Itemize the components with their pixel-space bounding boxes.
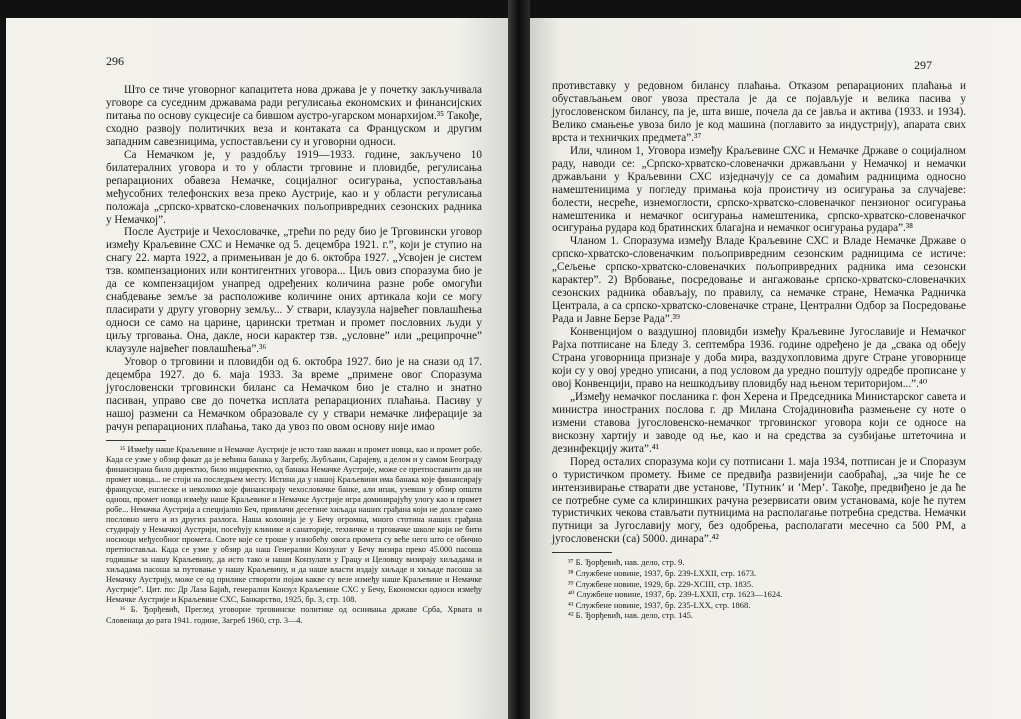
right-page [530, 18, 1021, 719]
left-page-text [106, 84, 482, 626]
footnote: ³⁸ Службене новине, 1937, бр. 239-LXXII, стр. 1673. [568, 567, 757, 578]
paragraph: Конвенцијом о ваздушној пловидби између Краљевине Југославије и Немачког Рајха потписане на Бледу 3. септембра 1936. године одређено је да „свака од обеју Страна уговорница признаје у доба мира, ваздухопловима друге Стране уговорнице који су у овој уредно уписани, а под условом да уредно поштују одредбе прописане у овој Конвенцији, право на нешкодљиву пловидбу над њеном територијом...”.⁴⁰ [552, 326, 966, 390]
book-gutter [508, 0, 530, 719]
paragraph: Поред осталих споразума који су потписани 1. маја 1934, потписан је и Споразум о туристичком промету. Њиме се предвиђа развијенији саобраћај, „за чије ће се интензивирање стварати две установе, ’Путник’ и ’Мер’. Такође, предвиђено је да ће се потребне суме са клириншких рачуна резервисати овим установама, које ће путем туристичких чекова стављати путницима на располагање потребна средства. Немачки путници за Југославију могу, без одобрења, располагати месечно са 500 РМ, а југословенски (са) 5000. динара”.⁴² [552, 455, 966, 546]
paragraph: Или, члином 1, Уговора између Краљевине СХС и Немачке Државе о социјалном раду, наводи се: „Српско-хрватско-словеначки држављани у Немачкој и немачки држављани у Краљевини СХС изједначују се са домаћим радницима односно намештеницима у погледу примања која проистичу из осигурања за случајеве: болести, несреће, изнемоглости, српско-хрватско-словеначког пензионог осигурања намештеника и немачког осигурања намештеника, српско-хрватско-словеначког осигурања рудара код братинских благајна и немачког осигурања рудара”.³⁸ [552, 144, 966, 235]
footnote: ⁴¹ Службене новине, 1937, бр. 235-LXX, стр. 1868. [568, 599, 751, 610]
paragraph: Чланом 1. Споразума између Владе Краљевине СХС и Владе Немачке Државе о српско-хрватско-словеначким пољопривредним сезонским радницима се истиче: „Сељење српско-хрватско-словеначких пољопривредних радника има сезонски карактер”. 2) Врбовање, посредовање и ангажовање српско-хрватско-словеначких сезонских радника обављају, по правилу, са немачке стране, Немачка Радничка Централа, а са српско-хрватско-словеначке стране, Централни Одбор за Посредовање Рада и Јавне Берзе Рада”.³⁹ [552, 235, 966, 326]
footnote: ³⁹ Службене новине, 1929, бр. 229-XCIII, стр. 1835. [568, 578, 754, 589]
footnote: ³⁶ Б. Ђорђевић, Преглед уговорне трговинске политике од оснивања државе Срба, Хрвата и Словенаца до рата 1941. године, Загреб 1960, стр. 3—4. [106, 605, 482, 625]
paragraph: Уговор о трговини и пловидби од 6. октобра 1927. био је на снази од 17. децембра 1927. до 6. маја 1933. За време „примене овог Споразума југословенски трговински биланс са Немачком био је стално и знатно пасиван, управо све до почетка исплата репарационих плаћања. Пасиву у нашој размени са Немачком образовале су у ствари немачке лиферације за рачун репарационих плаћања, тако да увоз по овом основу није имао [106, 356, 482, 433]
paragraph: После Аустрије и Чехословачке, „трећи по реду био је Трговински уговор између Краљевине СХС и Немачке од 5. децембра 1921. г.”, који је ступио на снагу 22. марта 1922, а примењиван је до 6. октобра 1927. „Усвојен је систем тзв. компензационих или контигентних уговора... Циљ овиз споразума био је да се компензацијом унапред одређених количина разне робе омогући снабдевање земље за расположиве количине оних артикала који се могу пласирати у другу уговорну земљу... У ствари, клаузула највећег повлашћења односи се само на царине, царински третман и промет пословних људи у циљу трговања. Она, дакле, носи карактер тзв. „условне” или „реципрочне” клаузуле највећег повлашћења”.³⁶ [106, 226, 482, 356]
footnote-rule [552, 552, 612, 553]
left-page [6, 18, 508, 719]
footnote: ⁴⁰ Службене новине, 1937, бр. 239-LXXII, стр. 1623—1624. [568, 589, 783, 600]
paragraph: Са Немачком је, у раздобљу 1919—1933. године, закључено 10 билатералних уговора и то у области трговине и пловидбе, регулисања репарационих обавеза Немачке, социјалног осигурања, успостављања међусобних телефонских веза преко Аустрије, као и у области регулисања положаја „српско-хрватско-словеначких пољопривредних сезонских радника у Немачкој”. [106, 148, 482, 226]
footnotes [552, 557, 966, 621]
footnotes [106, 445, 482, 626]
footnote: ³⁷ Б. Ђорђевић, нав. дело, стр. 9. [568, 557, 685, 568]
paragraph: „Између немачког посланика г. фон Херена и Председника Министарског савета и министра иностраних послова г. др Милана Стојадиновића размењене су ноте о измени ставова југословенско-немачког трговинског уговора који се односе на вискозну хартију и заводе од ње, као и на средства за сузбијање штеточина и дезинфекцију жита”.⁴¹ [552, 390, 966, 455]
footnote-rule [106, 440, 166, 441]
page-number: 296 [106, 54, 124, 68]
page-number: 297 [914, 58, 932, 72]
right-page-text [552, 80, 966, 621]
paragraph: Што се тиче уговорног капацитета нова држава је у почетку закључивала уговоре са суседним државама ради регулисања економских и финансијских питања по основу сукцесије са бившом аустро-угарском монархијом.³⁵ Такође, сходно развоју политичких веза и контаката са Француском и другим западним савезницима, успостављени су и уговорни односи. [106, 84, 482, 148]
footnote: ⁴² Б. Ђорђевић, нав. дело, стр. 145. [568, 610, 693, 621]
paragraph: противставку у редовном билансу плаћања. Отказом репарационих плаћања и обустављањем овог увоза престала је да се појављује и велика пасива у југословенском билансу, па је, шта више, почела да се јавља и актива (1933. и 1934). Велико смањење увоза било је код машина (поглавито за индустрију), апарата свих врста и техничких предмета”.³⁷ [552, 80, 966, 144]
footnote: ³⁵ Између наше Краљевине и Немачке Аустрије је исто тако важан и промет новца, као и промет робе. Када се узме у обзир факат да је већина банака у Загребу, Љубљани, Сарајеву, а делом и у самом Београду финансирана било директно, било индиректно, од банака Немачке Аустрије, може се претпоставити да ни промет новца... не стоји на последњем месту. Истина да у нашој Краљевини има банака које финансирају француске, енглеске и неколико које финансирају чехословачке банке, али ипак, узевши у обзир општи однош, промет новца између наше Краљевине и Немачке Аустрије игра доминирајућу улогу као и промет робе... Немачка Аустрија а специјално Беч, привлачи десетине хиљада наших грађана који не долазе само пословно него и из других разлога. Наша колонија је у Бечу огромна, много стотина наших грађана студирају у Немачкој Аустрији, посећују клинике и санаторије, техничке и трговачке школе који не бити носиоци међусобног промета. Своте које се троше у изнобећу овога промета су веће него што се обично претпоставља. Када се узме у обзир да наш Генерални Конзулат у Бечу визира преко 45.000 пасоша годишње за нашу Краљевину, да исто тако и наши Конзулати у Грацу и Целовцу визирају хиљадама и хиљадама пасоша за путовање у нашу Краљевину, и да наше власти издају хиљаде и хиљаде пасоша за Немачку Аустрију, може се од прилике створити појам какве су везе између наше Краљевине и Немачке Аустрије”. Цит. по: Др Лаза Бајић, генерални Конзул Краљевине СХС у Бечу, Економски односи између Немачке Аустрије и Краљевине СХС, Банкарство, 1925, бр. 3, стр. 108. [106, 444, 482, 605]
